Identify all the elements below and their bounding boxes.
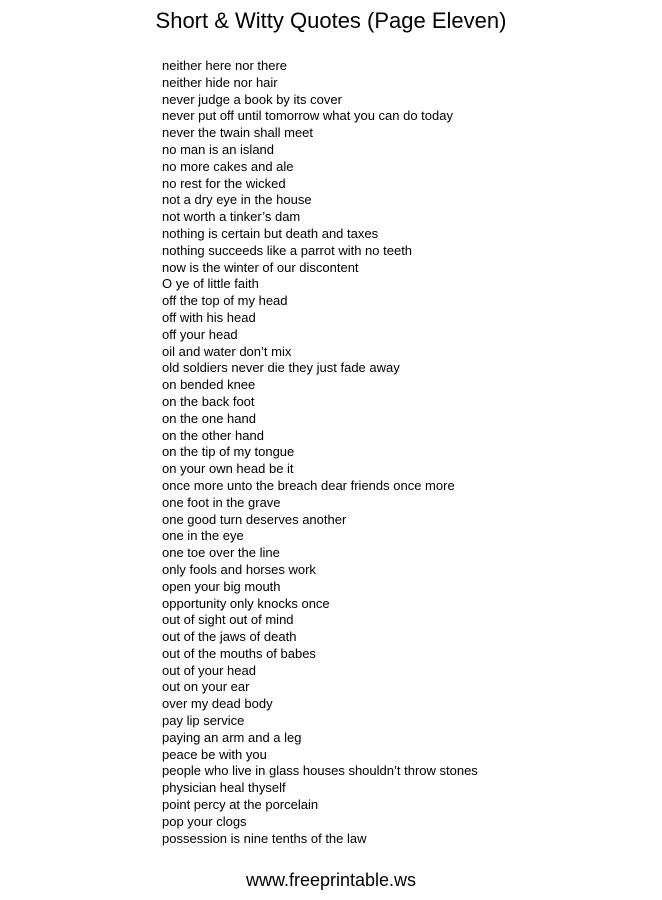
quote-item: never judge a book by its cover xyxy=(162,91,342,107)
quote-item: not worth a tinker’s dam xyxy=(162,209,301,225)
quote-item: neither hide nor hair xyxy=(162,74,278,90)
quote-item: nothing succeeds like a parrot with no teeth xyxy=(162,242,413,258)
quote-list xyxy=(162,58,478,847)
quote-item: no more cakes and ale xyxy=(162,158,294,174)
quote-item: not a dry eye in the house xyxy=(162,192,312,208)
quote-item: nothing is certain but death and taxes xyxy=(162,225,379,241)
quote-item: paying an arm and a leg xyxy=(162,729,302,745)
quote-item: point percy at the porcelain xyxy=(162,797,319,813)
quote-item: one toe over the line xyxy=(162,545,280,561)
quote-item: off the top of my head xyxy=(162,293,288,309)
quote-item: pop your clogs xyxy=(162,813,247,829)
quote-item: never put off until tomorrow what you can do today xyxy=(162,108,453,124)
quote-item: over my dead body xyxy=(162,696,273,712)
quote-item: opportunity only knocks once xyxy=(162,595,330,611)
quote-item: never the twain shall meet xyxy=(162,125,314,141)
quote-item: out of the mouths of babes xyxy=(162,645,316,661)
quote-item: off your head xyxy=(162,326,238,342)
quote-item: on the tip of my tongue xyxy=(162,444,295,460)
quote-item: open your big mouth xyxy=(162,578,281,594)
quote-item: no man is an island xyxy=(162,141,275,157)
quote-item: now is the winter of our discontent xyxy=(162,259,359,275)
quote-item: out of sight out of mind xyxy=(162,612,294,628)
quote-item: old soldiers never die they just fade away xyxy=(162,360,400,376)
quote-item: on the one hand xyxy=(162,410,256,426)
quote-item: one in the eye xyxy=(162,528,244,544)
quote-item: one foot in the grave xyxy=(162,494,281,510)
quote-item: one good turn deserves another xyxy=(162,511,347,527)
quote-item: on bended knee xyxy=(162,377,256,393)
quote-item: only fools and horses work xyxy=(162,561,316,577)
quote-item: physician heal thyself xyxy=(162,780,286,796)
quote-item: oil and water don’t mix xyxy=(162,343,292,359)
quote-item: people who live in glass houses shouldn’t throw stones xyxy=(162,763,478,779)
footer-website: www.freeprintable.ws xyxy=(245,870,417,890)
quote-item: out of your head xyxy=(162,662,256,678)
quote-item: possession is nine tenths of the law xyxy=(162,830,367,846)
page-title: Short & Witty Quotes (Page Eleven) xyxy=(155,8,507,33)
quote-item: on the other hand xyxy=(162,427,264,443)
quote-item: on your own head be it xyxy=(162,461,294,477)
quote-item: once more unto the breach dear friends once more xyxy=(162,477,455,493)
quote-item: pay lip service xyxy=(162,713,245,729)
quote-item: neither here nor there xyxy=(162,58,288,73)
quote-item: out of the jaws of death xyxy=(162,629,297,645)
quote-item: peace be with you xyxy=(162,746,267,762)
quote-item: out on your ear xyxy=(162,679,250,695)
quote-item: off with his head xyxy=(162,309,256,325)
quote-item: O ye of little faith xyxy=(162,276,259,292)
quote-item: no rest for the wicked xyxy=(162,175,286,191)
quote-item: on the back foot xyxy=(162,393,255,409)
